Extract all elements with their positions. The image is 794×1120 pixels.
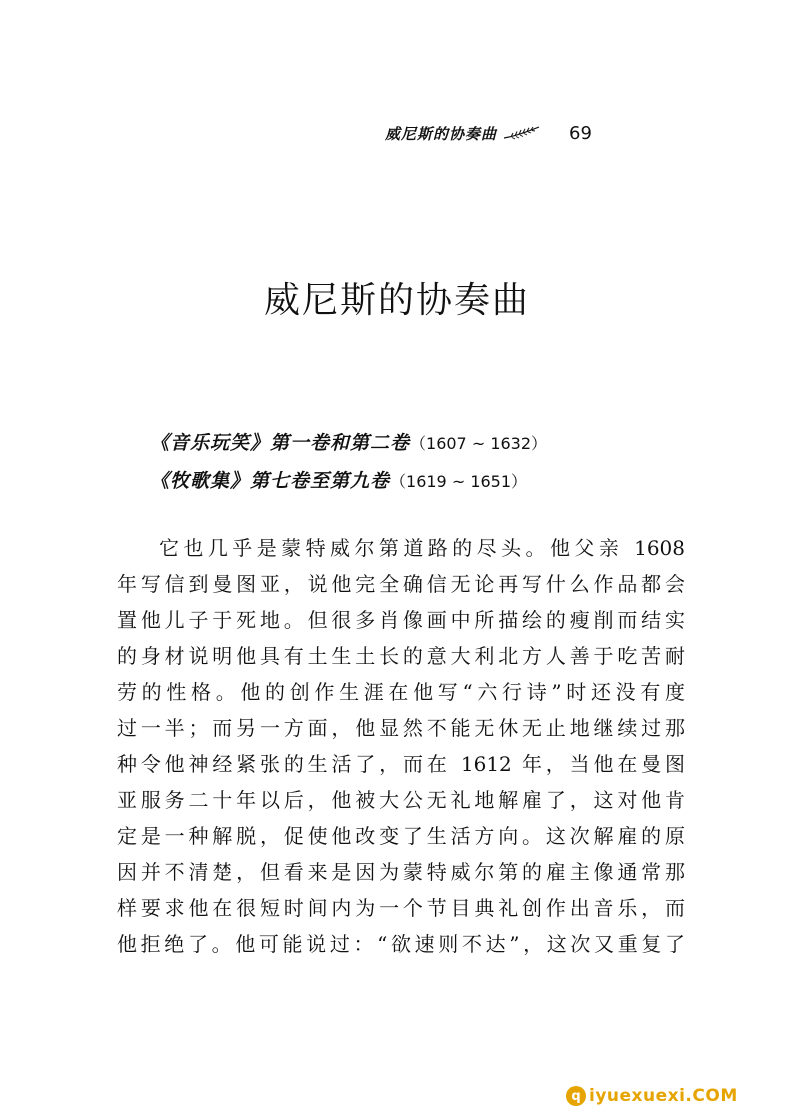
text-line: 他拒绝了。他可能说过：“欲速则不达”，这次又重复了 (117, 932, 685, 956)
work-title: 《音乐玩笑》第一卷和第二卷 (150, 432, 411, 454)
text-line: 它也几乎是蒙特威尔第道路的尽头。他父亲 1608 (159, 536, 685, 560)
watermark-logo-icon: q (566, 1086, 586, 1106)
running-header (385, 120, 655, 146)
page-number: 69 (569, 122, 592, 144)
feather-ornament-icon (503, 125, 541, 141)
work-years: （1607 ~ 1632） (410, 434, 548, 453)
chapter-title: 威尼斯的协奏曲 (263, 280, 530, 321)
work-item (150, 424, 670, 462)
text-line: 定是一种解脱，促使他改变了生活方向。这次解雇的原 (117, 824, 685, 848)
body-paragraph (117, 530, 685, 962)
text-line: 样要求他在很短时间内为一个节目典礼创作出音乐，而 (117, 896, 685, 920)
watermark-text: iyuexuexi.COM (589, 1086, 738, 1106)
text-line: 亚服务二十年以后，他被大公无礼地解雇了，这对他肯 (117, 788, 685, 812)
works-list (150, 424, 670, 500)
site-watermark (566, 1084, 781, 1108)
work-years: （1619 ~ 1651） (390, 472, 528, 491)
text-line: 种令他神经紧张的生活了，而在 1612 年，当他在曼图 (117, 752, 685, 776)
work-item (150, 462, 670, 500)
text-line: 的身材说明他具有土生土长的意大利北方人善于吃苦耐 (117, 644, 685, 668)
text-line: 因并不清楚，但看来是因为蒙特威尔第的雇主像通常那 (117, 860, 685, 884)
work-title: 《牧歌集》第七卷至第九卷 (150, 470, 391, 492)
running-title: 威尼斯的协奏曲 (385, 124, 498, 143)
text-line: 过一半；而另一方面，他显然不能无休无止地继续过那 (117, 716, 685, 740)
text-line: 劳的性格。他的创作生涯在他写“六行诗”时还没有度 (117, 680, 685, 704)
text-line: 置他儿子于死地。但很多肖像画中所描绘的瘦削而结实 (117, 608, 685, 632)
text-line: 年写信到曼图亚，说他完全确信无论再写什么作品都会 (117, 572, 685, 596)
